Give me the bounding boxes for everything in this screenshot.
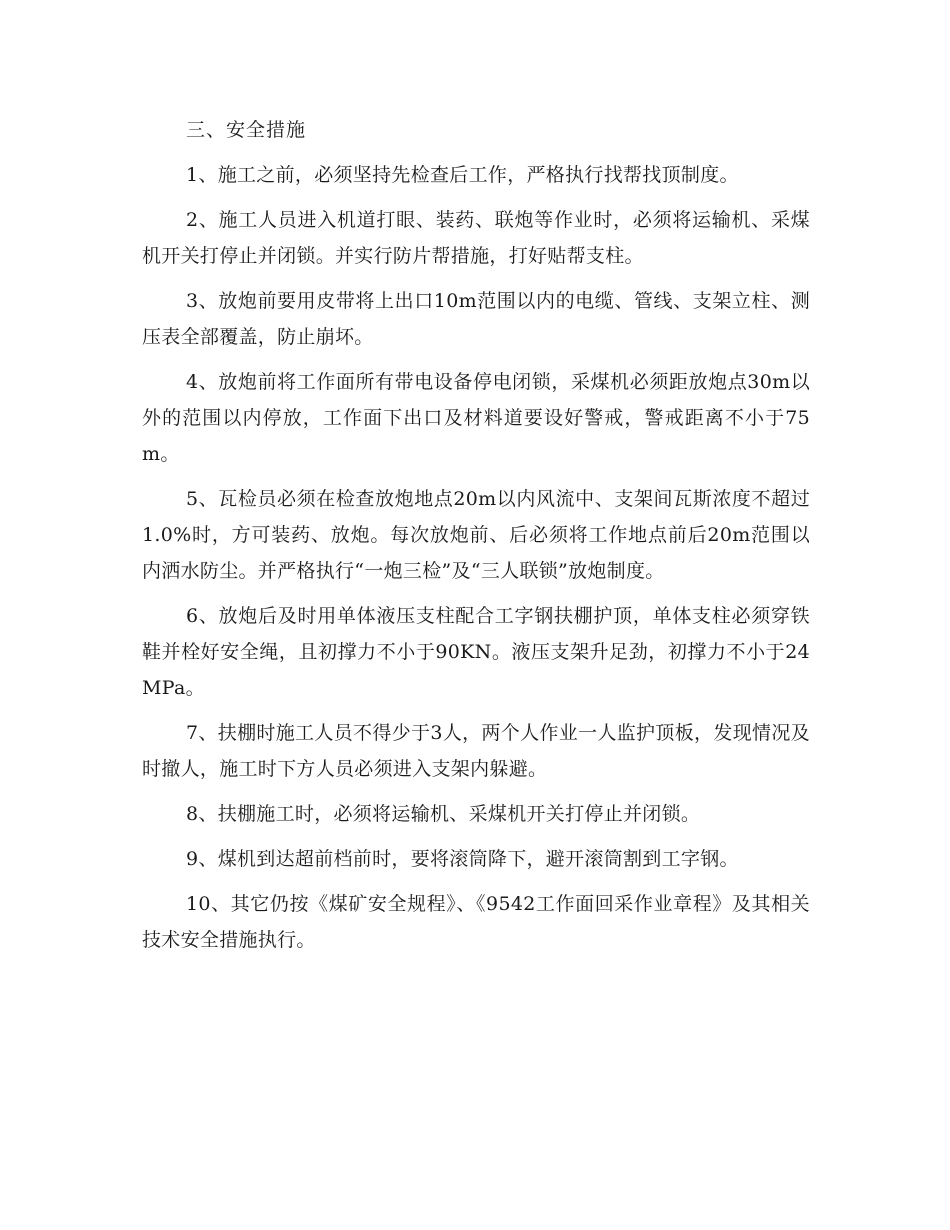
paragraph-10: 10、其它仍按《煤矿安全规程》、《9542工作面回采作业章程》及其相关技术安全措施执行。 xyxy=(142,893,810,951)
paragraph-8: 8、扶棚施工时，必须将运输机、采煤机开关打停止并闭锁。 xyxy=(186,803,701,825)
paragraph-9: 9、煤机到达超前档前时，要将滚筒降下，避开滚筒割到工字钢。 xyxy=(186,848,739,870)
paragraph-5: 5、瓦检员必须在检查放炮地点20m以内风流中、支架间瓦斯浓度不超过1.0%时，方可装药、放炮。每次放炮前、后必须将工作地点前后20m范围以内洒水防尘。并严格执行“一炮三检”及“三人联锁”放炮制度。 xyxy=(142,488,810,582)
paragraph-3: 3、放炮前要用皮带将上出口10m范围以内的电缆、管线、支架立柱、测压表全部覆盖，防止崩坏。 xyxy=(142,290,810,348)
paragraph-4: 4、放炮前将工作面所有带电设备停电闭锁，采煤机必须距放炮点30m以外的范围以内停放，工作面下出口及材料道要设好警戒，警戒距离不小于75m。 xyxy=(142,371,810,465)
section-title: 三、安全措施 xyxy=(186,119,307,141)
paragraph-6: 6、放炮后及时用单体液压支柱配合工字钢扶棚护顶，单体支柱必须穿铁鞋并栓好安全绳，且初撑力不小于90KN。液压支架升足劲，初撑力不小于24MPa。 xyxy=(142,605,810,699)
paragraph-1: 1、施工之前，必须坚持先检查后工作，严格执行找帮找顶制度。 xyxy=(186,164,739,186)
paragraph-2: 2、施工人员进入机道打眼、装药、联炮等作业时，必须将运输机、采煤机开关打停止并闭锁。并实行防片帮措施，打好贴帮支柱。 xyxy=(142,209,810,267)
document-body xyxy=(142,112,810,967)
paragraph-7: 7、扶棚时施工人员不得少于3人，两个人作业一人监护顶板，发现情况及时撤人，施工时下方人员必须进入支架内躲避。 xyxy=(142,722,810,780)
